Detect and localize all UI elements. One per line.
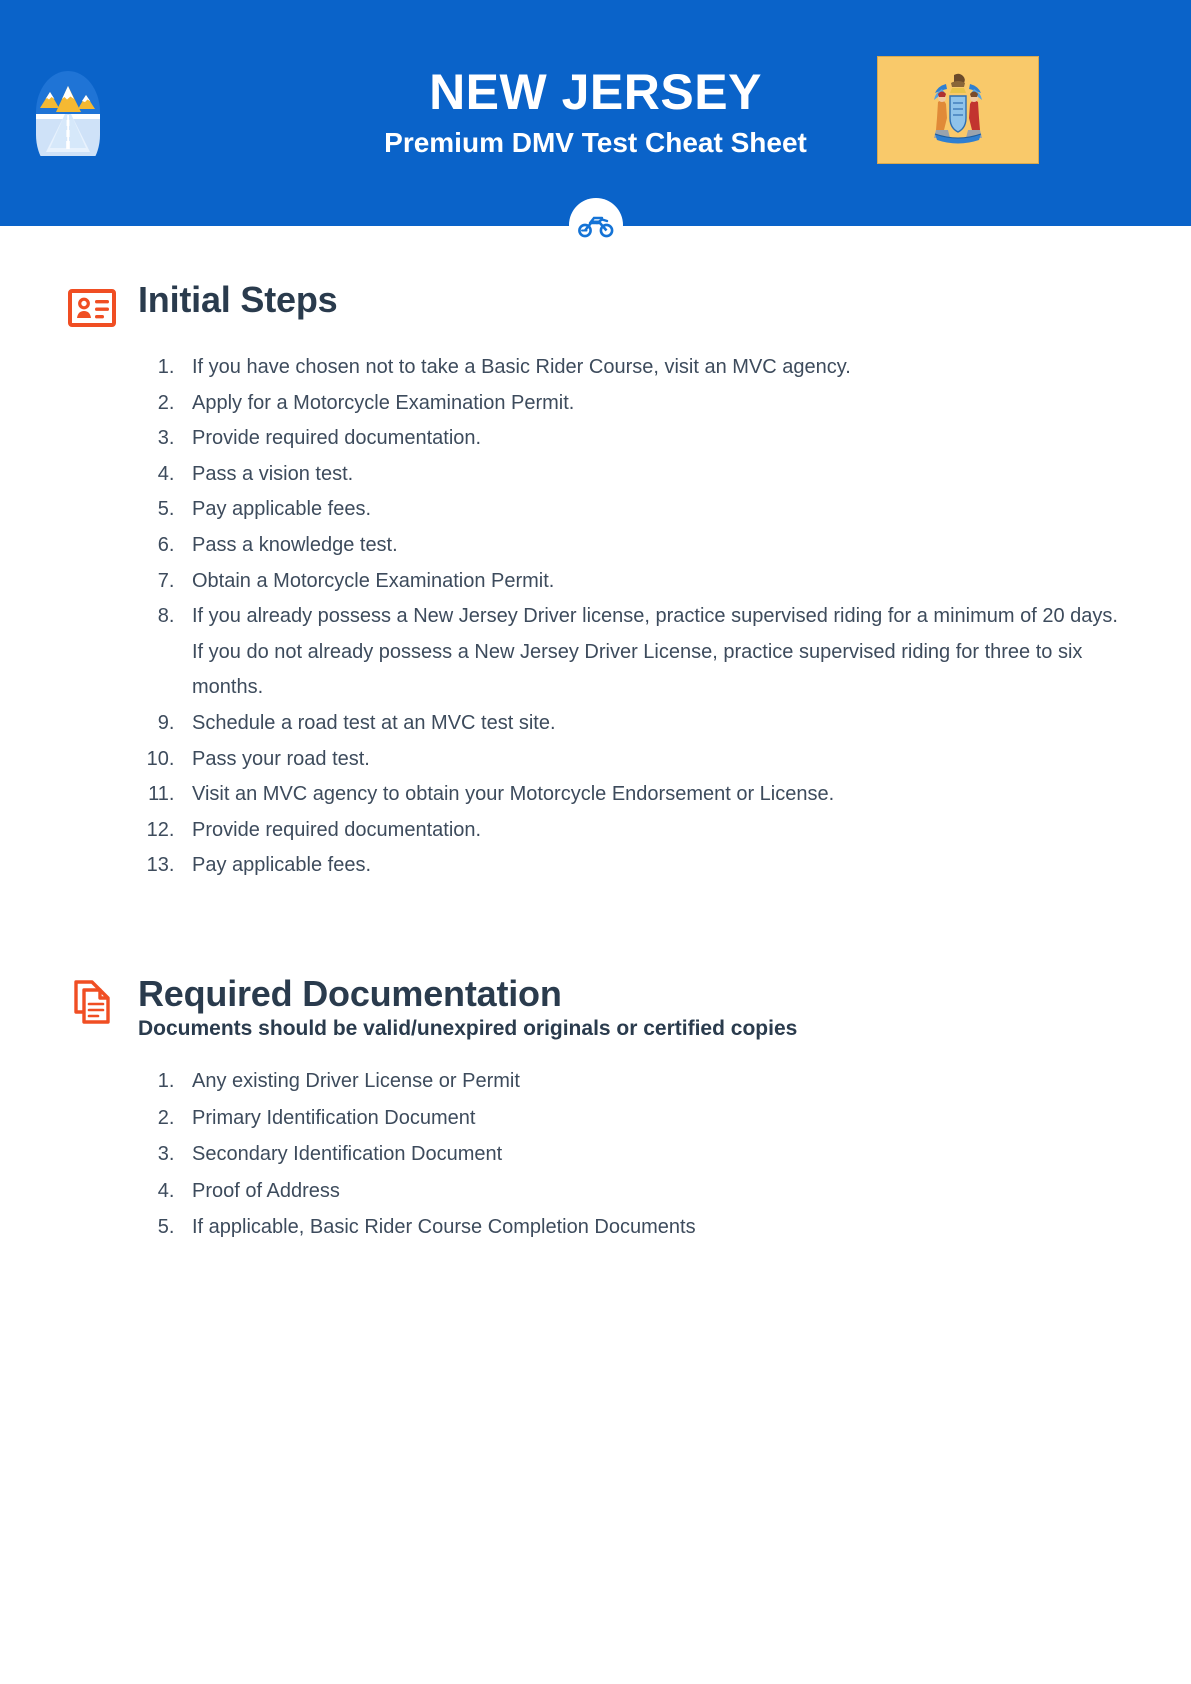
list-item: 13. Pay applicable fees. xyxy=(180,848,1131,884)
list-item: 10. Pass your road test. xyxy=(180,742,1131,778)
section-initial-steps xyxy=(60,280,1131,884)
list-item: 1. If you have chosen not to take a Basic Rider Course, visit an MVC agency. xyxy=(180,350,1131,386)
section-subtitle: Documents should be valid/unexpired originals or certified copies xyxy=(138,1017,798,1041)
page-subtitle: Premium DMV Test Cheat Sheet xyxy=(384,126,807,158)
list-item: 2. Apply for a Motorcycle Examination Permit. xyxy=(180,386,1131,422)
list-item: 11. Visit an MVC agency to obtain your Motorcycle Endorsement or License. xyxy=(180,777,1131,813)
id-card-icon xyxy=(68,284,116,332)
list-item: 6. Pass a knowledge test. xyxy=(180,528,1131,564)
mountain-road-logo xyxy=(32,68,104,156)
list-item: 5. Pay applicable fees. xyxy=(180,492,1131,528)
list-item: 5. If applicable, Basic Rider Course Completion Documents xyxy=(180,1209,1131,1245)
section-header xyxy=(60,280,1131,332)
section-header xyxy=(60,974,1131,1042)
list-item: 7. Obtain a Motorcycle Examination Permit. xyxy=(180,564,1131,600)
section-title-group xyxy=(138,974,797,1042)
state-title: NEW JERSEY xyxy=(429,64,762,120)
list-item: 1. Any existing Driver License or Permit xyxy=(180,1063,1131,1099)
required-documentation-list xyxy=(60,1063,1131,1245)
list-item: 8. If you already possess a New Jersey Driver license, practice supervised riding for a minimum of 20 days. If you do not already possess a New Jersey Driver License, practice supervised riding for three to six months. xyxy=(180,599,1131,706)
motorcycle-icon xyxy=(569,198,623,252)
section-title: Required Documentation xyxy=(138,972,562,1014)
section-required-documentation xyxy=(60,974,1131,1245)
section-title: Initial Steps xyxy=(138,279,338,320)
documents-icon xyxy=(68,978,116,1026)
list-item: 12. Provide required documentation. xyxy=(180,813,1131,849)
list-item: 4. Proof of Address xyxy=(180,1173,1131,1209)
initial-steps-list xyxy=(60,350,1131,884)
list-item: 9. Schedule a road test at an MVC test site. xyxy=(180,706,1131,742)
list-item: 3. Provide required documentation. xyxy=(180,421,1131,457)
new-jersey-flag xyxy=(877,56,1039,164)
section-title-group xyxy=(138,280,337,320)
list-item: 4. Pass a vision test. xyxy=(180,457,1131,493)
page-header xyxy=(0,0,1191,226)
list-item: 3. Secondary Identification Document xyxy=(180,1136,1131,1172)
list-item: 2. Primary Identification Document xyxy=(180,1100,1131,1136)
nj-coat-of-arms xyxy=(927,72,989,148)
page-content xyxy=(0,280,1191,1245)
